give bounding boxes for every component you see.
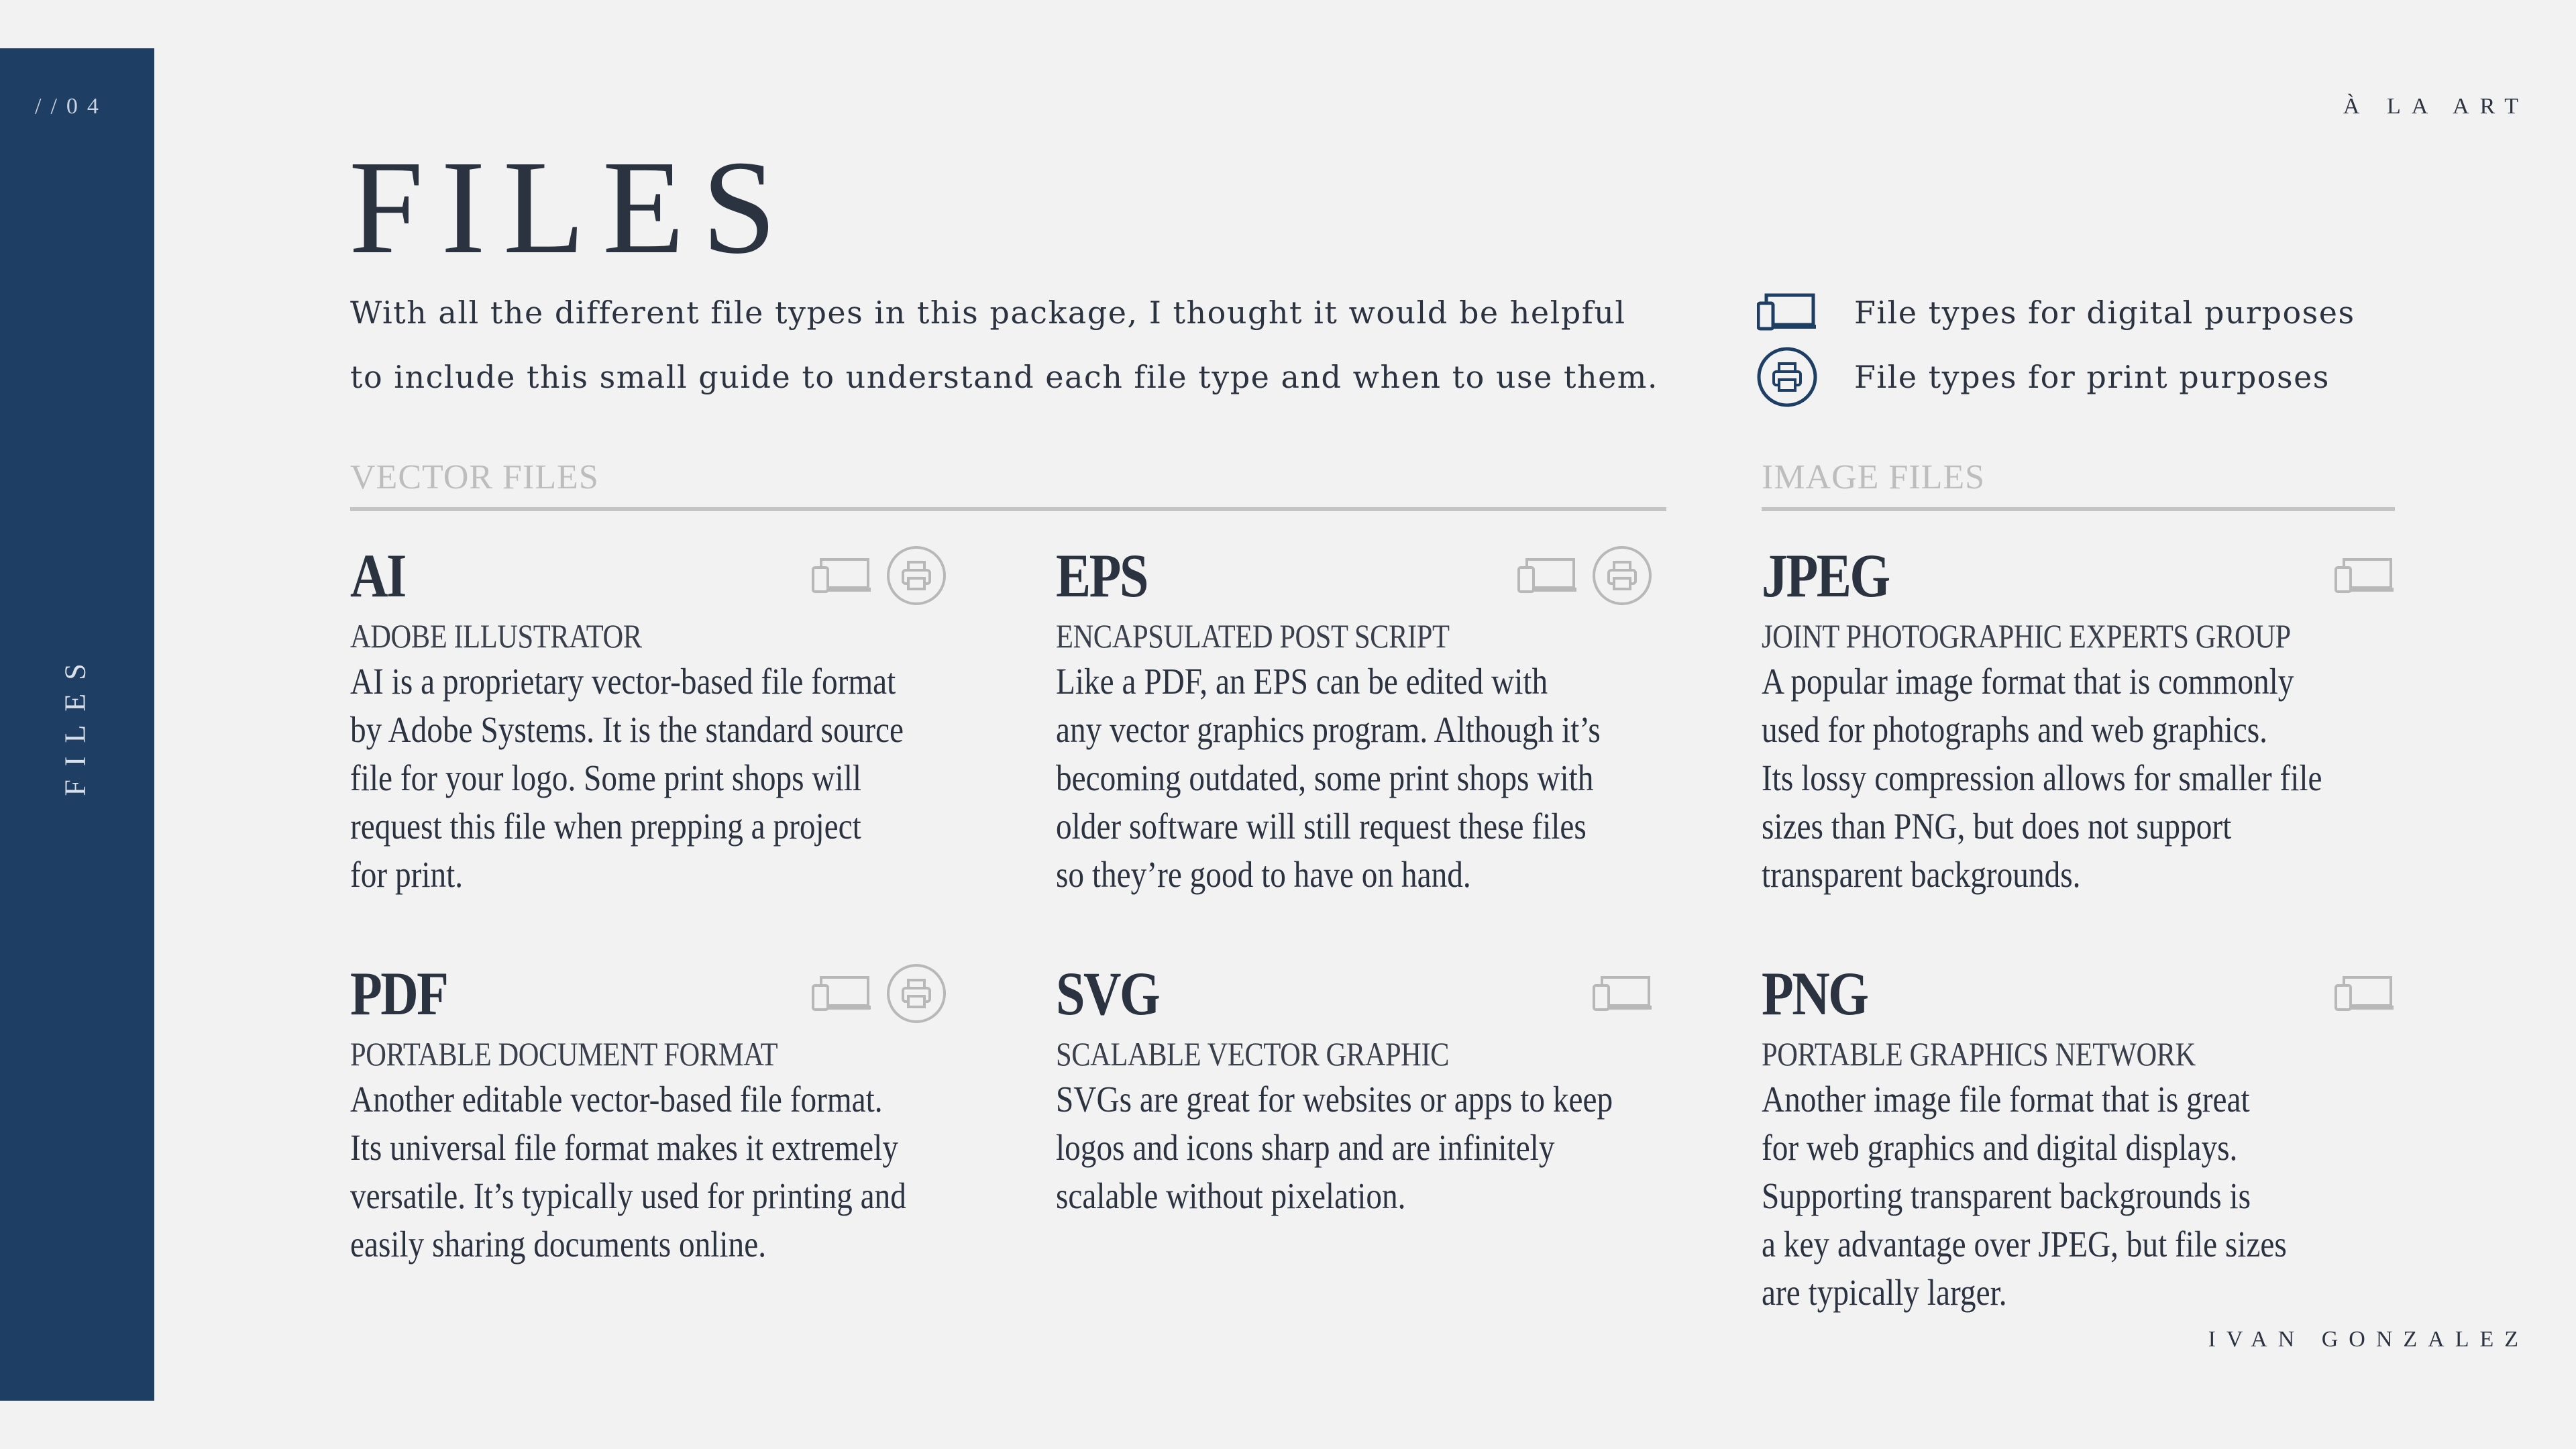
file-name: AI [350, 541, 405, 610]
legend-print [1755, 345, 2355, 409]
usage-icons [2334, 963, 2395, 1014]
file-name: SVG [1056, 959, 1159, 1028]
legend-digital [1755, 280, 2355, 345]
file-description [1762, 657, 2361, 899]
printer-icon [885, 963, 947, 1024]
desc-line: Its lossy compression allows for smaller file [1762, 757, 2322, 798]
desc-line: Like a PDF, an EPS can be edited with [1056, 661, 1548, 702]
legend-digital-label: File types for digital purposes [1854, 294, 2355, 331]
section-image-files: IMAGE FILES [1762, 458, 2395, 511]
section-vector-files: VECTOR FILES [350, 458, 1666, 511]
usage-icons [812, 963, 947, 1024]
devices-icon [2334, 555, 2395, 596]
desc-line: a key advantage over JPEG, but file sizes [1762, 1224, 2287, 1265]
devices-icon [1517, 555, 1578, 596]
file-name: PDF [350, 959, 447, 1028]
desc-line: Another image file format that is great [1762, 1079, 2250, 1120]
desc-line: Its universal file format makes it extremely [350, 1127, 898, 1168]
file-name: PNG [1762, 959, 1868, 1028]
file-full-name: ENCAPSULATED POST SCRIPT [1056, 617, 1450, 655]
file-description [1056, 1075, 1656, 1220]
file-description [350, 1075, 950, 1269]
desc-line: SVGs are great for websites or apps to keep [1056, 1079, 1613, 1120]
file-card-jpeg [1762, 542, 2395, 899]
usage-icons [812, 545, 947, 606]
devices-icon [1755, 280, 1819, 345]
page-title: FILES [349, 133, 794, 282]
desc-line: used for photographs and web graphics. [1762, 709, 2267, 750]
sidebar-section-label: FILES [58, 650, 92, 796]
desc-line: Another editable vector-based file format. [350, 1079, 883, 1120]
desc-line: easily sharing documents online. [350, 1224, 767, 1265]
file-full-name: JOINT PHOTOGRAPHIC EXPERTS GROUP [1762, 617, 2291, 655]
usage-icons [1593, 963, 1653, 1014]
intro-line: With all the different file types in this package, I thought it would be helpful [350, 294, 1626, 331]
devices-icon [812, 555, 872, 596]
desc-line: by Adobe Systems. It is the standard source [350, 709, 904, 750]
legend-print-label: File types for print purposes [1854, 359, 2330, 395]
file-card-svg [1056, 960, 1653, 1220]
desc-line: any vector graphics program. Although it’s [1056, 709, 1601, 750]
printer-icon [885, 545, 947, 606]
desc-line: are typically larger. [1762, 1272, 2007, 1313]
desc-line: logos and icons sharp and are infinitely [1056, 1127, 1555, 1168]
desc-line: for web graphics and digital displays. [1762, 1127, 2238, 1168]
file-full-name: SCALABLE VECTOR GRAPHIC [1056, 1035, 1450, 1073]
file-full-name: ADOBE ILLUSTRATOR [350, 617, 642, 655]
file-card-eps [1056, 542, 1653, 899]
devices-icon [1593, 973, 1653, 1014]
desc-line: so they’re good to have on hand. [1056, 854, 1471, 895]
desc-line: sizes than PNG, but does not support [1762, 806, 2232, 847]
desc-line: older software will still request these files [1056, 806, 1587, 847]
desc-line: transparent backgrounds. [1762, 854, 2081, 895]
desc-line: becoming outdated, some print shops with [1056, 757, 1594, 798]
file-full-name: PORTABLE GRAPHICS NETWORK [1762, 1035, 2196, 1073]
desc-line: AI is a proprietary vector-based file format [350, 661, 896, 702]
devices-icon [812, 973, 872, 1014]
file-card-pdf [350, 960, 947, 1269]
brand-name: À LA ART [2343, 94, 2529, 119]
file-card-ai [350, 542, 947, 899]
intro-text [350, 280, 1659, 409]
desc-line: request this file when prepping a project [350, 806, 861, 847]
printer-icon [1755, 345, 1819, 409]
file-description [350, 657, 950, 899]
file-name: JPEG [1762, 541, 1889, 610]
usage-icons [1517, 545, 1653, 606]
desc-line: A popular image format that is commonly [1762, 661, 2294, 702]
desc-line: for print. [350, 854, 464, 895]
intro-line: to include this small guide to understand each file type and when to use them. [350, 359, 1659, 395]
desc-line: versatile. It’s typically used for printing and [350, 1175, 906, 1216]
file-description [1762, 1075, 2361, 1317]
file-full-name: PORTABLE DOCUMENT FORMAT [350, 1035, 778, 1073]
file-card-png [1762, 960, 2395, 1317]
file-description [1056, 657, 1656, 899]
printer-icon [1591, 545, 1653, 606]
legend [1755, 280, 2355, 409]
desc-line: Supporting transparent backgrounds is [1762, 1175, 2251, 1216]
desc-line: file for your logo. Some print shops will [350, 757, 862, 798]
desc-line: scalable without pixelation. [1056, 1175, 1406, 1216]
file-name: EPS [1056, 541, 1147, 610]
devices-icon [2334, 973, 2395, 1014]
page-number: //04 [35, 94, 108, 119]
author-name: IVAN GONZALEZ [2208, 1327, 2529, 1352]
usage-icons [2334, 545, 2395, 596]
